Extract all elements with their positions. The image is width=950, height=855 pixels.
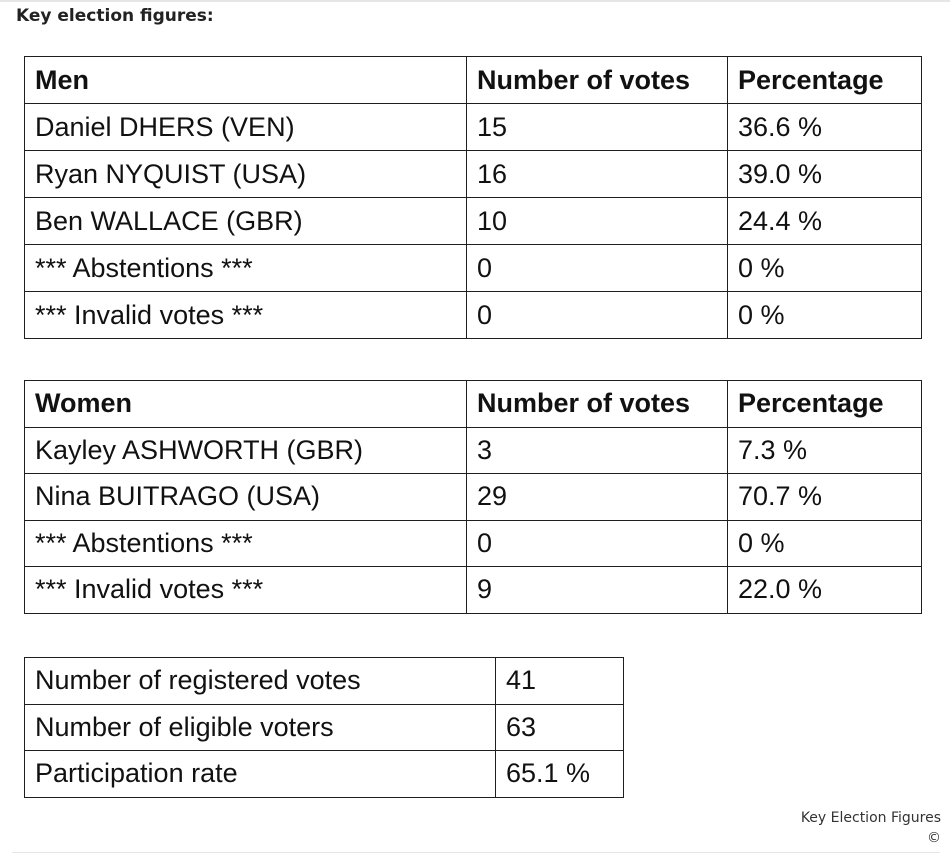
women-results-table — [24, 380, 922, 614]
eligible-voters-label: Number of eligible voters — [25, 704, 496, 751]
table-row — [25, 751, 624, 798]
candidate-name: Nina BUITRAGO (USA) — [25, 474, 467, 521]
bottom-divider — [12, 852, 940, 853]
vote-count: 15 — [467, 104, 728, 151]
percentage-header: Percentage — [728, 381, 922, 428]
table-row — [25, 151, 922, 198]
copyright-symbol: © — [927, 830, 941, 846]
vote-count: 0 — [467, 520, 728, 567]
top-divider — [0, 0, 950, 2]
page-title: Key election figures: — [16, 6, 214, 26]
men-results-table — [24, 56, 922, 339]
votes-header: Number of votes — [467, 57, 728, 104]
vote-percentage: 7.3 % — [728, 427, 922, 474]
table-header-row — [25, 57, 922, 104]
vote-percentage: 24.4 % — [728, 198, 922, 245]
vote-count: 9 — [467, 567, 728, 614]
percentage-header: Percentage — [728, 57, 922, 104]
registered-votes-label: Number of registered votes — [25, 658, 496, 705]
participation-rate-label: Participation rate — [25, 751, 496, 798]
vote-count: 29 — [467, 474, 728, 521]
category-header: Women — [25, 381, 467, 428]
vote-percentage: 0 % — [728, 520, 922, 567]
credit-caption: Key Election Figures — [800, 810, 941, 826]
vote-count: 0 — [467, 292, 728, 339]
candidate-name: Ben WALLACE (GBR) — [25, 198, 467, 245]
vote-count: 16 — [467, 151, 728, 198]
vote-percentage: 70.7 % — [728, 474, 922, 521]
table-header-row — [25, 381, 922, 428]
table-row — [25, 567, 922, 614]
vote-percentage: 0 % — [728, 292, 922, 339]
table-row — [25, 104, 922, 151]
vote-count: 3 — [467, 427, 728, 474]
image-credit — [801, 808, 941, 848]
table-row — [25, 292, 922, 339]
summary-table — [24, 657, 624, 798]
vote-count: 0 — [467, 245, 728, 292]
invalid-votes-label: *** Invalid votes *** — [25, 567, 467, 614]
candidate-name: Kayley ASHWORTH (GBR) — [25, 427, 467, 474]
vote-percentage: 22.0 % — [728, 567, 922, 614]
table-row — [25, 198, 922, 245]
table-row — [25, 245, 922, 292]
table-row — [25, 474, 922, 521]
vote-percentage: 39.0 % — [728, 151, 922, 198]
category-header: Men — [25, 57, 467, 104]
table-row — [25, 520, 922, 567]
candidate-name: Ryan NYQUIST (USA) — [25, 151, 467, 198]
abstentions-label: *** Abstentions *** — [25, 245, 467, 292]
registered-votes-value: 41 — [496, 658, 624, 705]
candidate-name: Daniel DHERS (VEN) — [25, 104, 467, 151]
vote-percentage: 36.6 % — [728, 104, 922, 151]
eligible-voters-value: 63 — [496, 704, 624, 751]
vote-count: 10 — [467, 198, 728, 245]
participation-rate-value: 65.1 % — [496, 751, 624, 798]
table-row — [25, 658, 624, 705]
invalid-votes-label: *** Invalid votes *** — [25, 292, 467, 339]
table-row — [25, 704, 624, 751]
table-row — [25, 427, 922, 474]
vote-percentage: 0 % — [728, 245, 922, 292]
abstentions-label: *** Abstentions *** — [25, 520, 467, 567]
votes-header: Number of votes — [467, 381, 728, 428]
